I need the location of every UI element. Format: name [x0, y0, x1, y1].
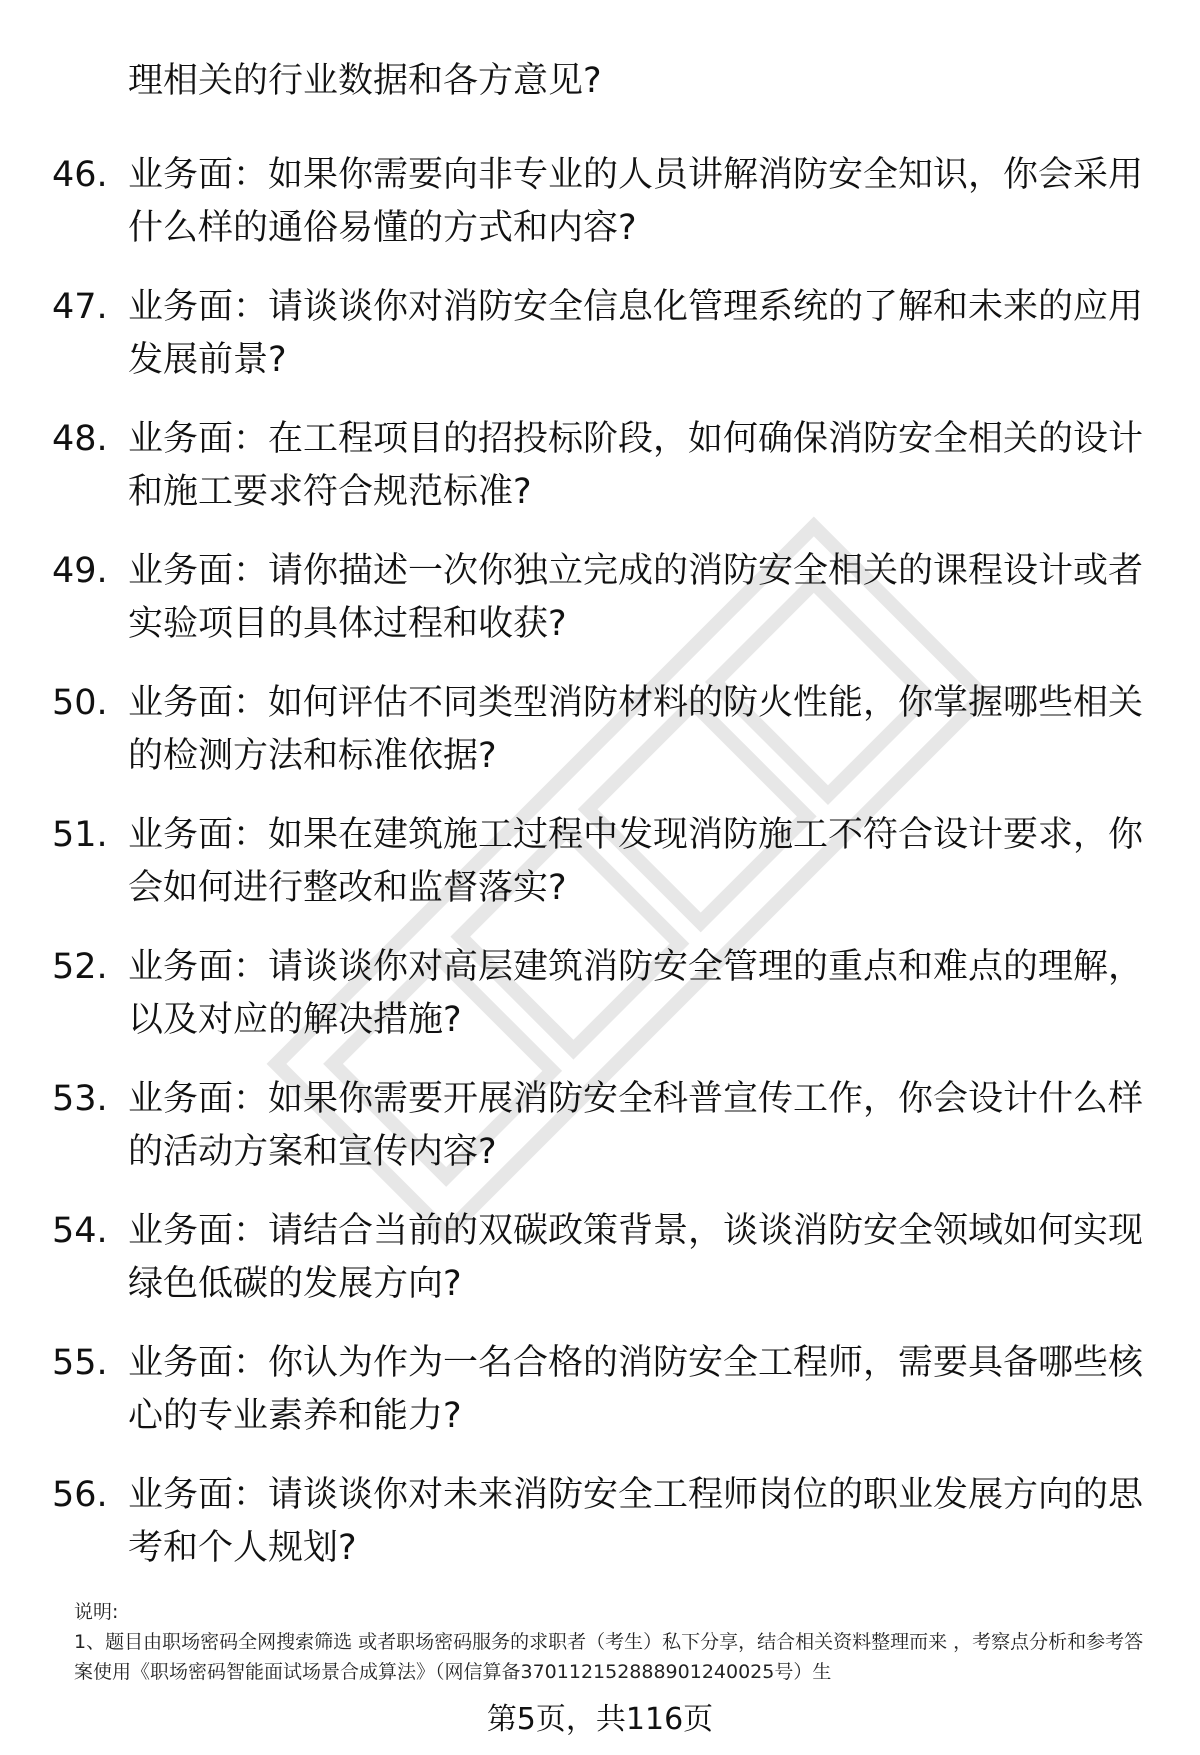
question-number: 48.: [52, 419, 108, 459]
question-text: 业务面：如何评估不同类型消防材料的防火性能，你掌握哪些相关的检测方法和标准依据?: [128, 683, 1144, 776]
question-text: 业务面：如果在建筑施工过程中发现消防施工不符合设计要求，你会如何进行整改和监督落实?: [128, 815, 1144, 908]
question-number: 52.: [52, 947, 108, 987]
question-text: 业务面：请你描述一次你独立完成的消防安全相关的课程设计或者实验项目的具体过程和收获?: [128, 551, 1144, 644]
question-text: 业务面：请谈谈你对高层建筑消防安全管理的重点和难点的理解，以及对应的解决措施?: [128, 947, 1144, 1040]
question-text: 业务面：在工程项目的招投标阶段，如何确保消防安全相关的设计和施工要求符合规范标准?: [128, 419, 1144, 512]
question-text: 业务面：你认为作为一名合格的消防安全工程师，需要具备哪些核心的专业素养和能力?: [128, 1343, 1144, 1436]
notes-heading: 说明:: [74, 1601, 119, 1623]
question-number: 46.: [52, 155, 108, 195]
notes-section: [74, 1597, 1154, 1687]
question-text: 业务面：如果你需要开展消防安全科普宣传工作，你会设计什么样的活动方案和宣传内容?: [128, 1079, 1144, 1172]
question-item: [0, 941, 1200, 1073]
question-item: [0, 1073, 1200, 1205]
question-number: 47.: [52, 287, 108, 327]
page-number-footer: 第5页，共116页: [486, 1702, 714, 1737]
question-number: 56.: [52, 1475, 108, 1515]
question-item: [0, 545, 1200, 677]
question-text: 业务面：请谈谈你对未来消防安全工程师岗位的职业发展方向的思考和个人规划?: [128, 1475, 1144, 1568]
question-number: 53.: [52, 1079, 108, 1119]
question-item: [0, 1337, 1200, 1469]
continued-question-text: 理相关的行业数据和各方意见?: [128, 61, 602, 101]
question-number: 55.: [52, 1343, 108, 1383]
question-number: 51.: [52, 815, 108, 855]
question-item: [0, 1469, 1200, 1601]
question-item: [0, 809, 1200, 941]
question-number: 49.: [52, 551, 108, 591]
question-item: [0, 1205, 1200, 1337]
question-item: [0, 281, 1200, 413]
question-number: 50.: [52, 683, 108, 723]
question-list: [0, 149, 1200, 1601]
question-text: 业务面：如果你需要向非专业的人员讲解消防安全知识，你会采用什么样的通俗易懂的方式和内容?: [128, 155, 1144, 248]
question-number: 54.: [52, 1211, 108, 1251]
question-text: 业务面：请谈谈你对消防安全信息化管理系统的了解和未来的应用发展前景?: [128, 287, 1144, 380]
notes-line: 1、题目由职场密码全网搜索筛选 或者职场密码服务的求职者（考生）私下分享，结合相关资料整理而来 ，考察点分析和参考答案使用《职场密码智能面试场景合成算法》（网信算备370112152888901240025号）生: [74, 1631, 1144, 1683]
question-item: [0, 413, 1200, 545]
question-item: [0, 677, 1200, 809]
question-item: [0, 149, 1200, 281]
question-text: 业务面：请结合当前的双碳政策背景，谈谈消防安全领域如何实现绿色低碳的发展方向?: [128, 1211, 1144, 1304]
